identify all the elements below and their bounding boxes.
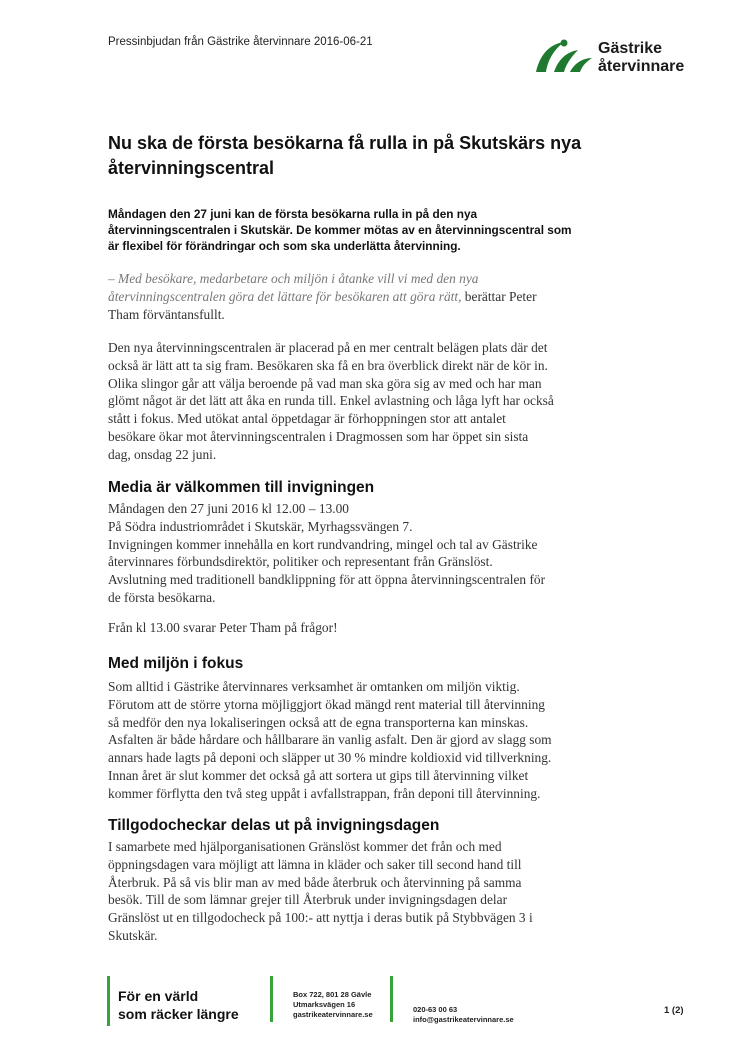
- page-number: 1 (2): [664, 1005, 684, 1016]
- footer-divider: [270, 976, 273, 1022]
- tham-note: Från kl 13.00 svarar Peter Tham på frågor!: [108, 620, 338, 635]
- logo-text: Gästrike återvinnare: [598, 40, 685, 75]
- media-heading: Media är välkommen till invigningen: [108, 479, 375, 496]
- miljo-heading: Med miljön i fokus: [108, 655, 244, 672]
- tillgodo-heading: Tillgodocheckar delas ut på invigningsdagen: [108, 817, 440, 834]
- page-title: Nu ska de första besökarna få rulla in på Skutskärs nya återvinningscentral: [108, 133, 582, 178]
- lead-paragraph: Måndagen den 27 juni kan de första besökarna rulla in på den nya återvinningscentralen i Skutskär. De kommer mötas av en återvinningscentral som är flexibel för förändringar och som ska underlätta återvinning.: [108, 207, 572, 253]
- footer-address: Box 722, 801 28 Gävle Utmarksvägen 16 gastrikeatervinnare.se: [293, 990, 373, 1019]
- footer-slogan: För en värld som räcker längre: [118, 988, 239, 1022]
- footer-divider: [390, 976, 393, 1022]
- logo-mark-icon: [534, 36, 594, 76]
- quote-paragraph: – Med besökare, medarbetare och miljön i åtanke vill vi med den nya återvinningscentralen göra det lättare för besökaren att göra rätt, berättar Peter Tham förväntansfullt.: [108, 271, 537, 322]
- logo: [534, 36, 704, 80]
- footer: [0, 972, 746, 1032]
- body-paragraph-1: Den nya återvinningscentralen är placerad på en mer centralt belägen plats där det också är lätt att ta sig fram. Besökaren ska få en bra överblick direkt när de kör in. Olika slingor går att välja beroende på vad man ska göra sig av med och har man glömt något är det lätt att åka en runda till. Enkel avlastning och låga lyft har också stått i fokus. Med utökat antal öppetdagar är förhoppningen stor att antalet besökare ökar mot återvinningscentralen i Dragmossen som har öppet sin sista dag, onsdag 22 juni.: [108, 340, 554, 462]
- tillgodo-paragraph: I samarbete med hjälporganisationen Gränslöst kommer det från och med öppningsdagen vara möjligt att lämna in kläder och saker till second hand till Återbruk. På så vis blir man av med både återbruk och återvinning på samma besök. Till de som lämnar grejer till Återbruk under invigningsdagen delar Gränslöst ut en tillgodocheck på 100:- att nyttja i deras butik på Stybbvägen 3 i Skutskär.: [108, 839, 533, 943]
- media-paragraph: Måndagen den 27 juni 2016 kl 12.00 – 13.00 På Södra industriområdet i Skutskär, Myrhagssvängen 7. Invigningen kommer innehålla en kort rundvandring, mingel och tal av Gästrike återvinnares förbundsdirektör, politiker och representant från Gränslöst. Avslutning med traditionell bandklippning för att öppna återvinningscentralen för de första besökarna.: [108, 501, 546, 605]
- miljo-paragraph: Som alltid i Gästrike återvinnares verksamhet är omtanken om miljön viktig. Förutom att de större ytorna möjliggjort ökad mängd rent material till återvinning så medför den nya lokaliseringen också att de egna transporterna kan minskas. Asfalten är både hårdare och hållbarare än vanlig asfalt. Den är gjord av slagg som annars hade lagts på deponi och släpper ut 30 % mindre koldioxid vid tillverkning. Innan året är slut kommer det också gå att sortera ut gips till återvinning vilket kommer förflytta den två steg uppåt i avfallstrappan, från deponi till återvinning.: [108, 679, 552, 801]
- footer-divider: [107, 976, 110, 1026]
- header-line: Pressinbjudan från Gästrike återvinnare 2016-06-21: [108, 36, 373, 48]
- footer-contact: 020-63 00 63 info@gastrikeatervinnare.se: [413, 1005, 514, 1024]
